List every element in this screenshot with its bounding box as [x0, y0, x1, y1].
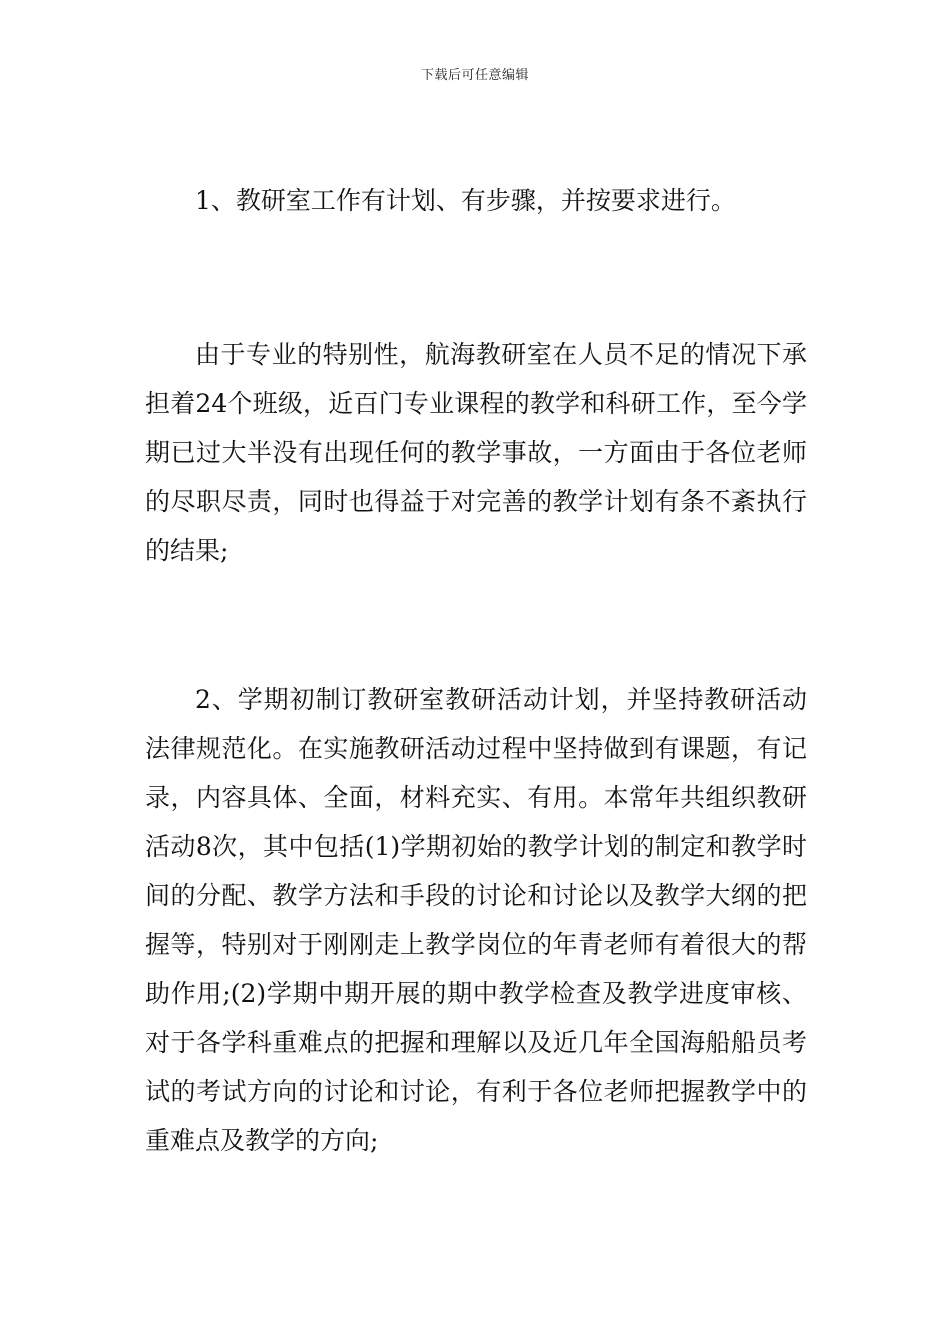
paragraph-1: 1、教研室工作有计划、有步骤，并按要求进行。: [195, 186, 736, 215]
paragraph-2: 由于专业的特别性，航海教研室在人员不足的情况下承担着24个班级，近百门专业课程的教学和科研工作，至今学期已过大半没有出现任何的教学事故，一方面由于各位老师的尽职尽责，同时也得益于对完善的教学计划有条不紊执行的结果;: [145, 340, 807, 565]
page-header: 下载后可任意编辑: [420, 68, 529, 83]
paragraph-3: 2、学期初制订教研室教研活动计划，并坚持教研活动法律规范化。在实施教研活动过程中坚持做到有课题，有记录，内容具体、全面，材料充实、有用。本常年共组织教研活动8次，其中包括(1)学期初始的教学计划的制定和教学时间的分配、教学方法和手段的讨论和讨论以及教学大纲的把握等，特别对于刚刚走上教学岗位的年青老师有着很大的帮助作用;(2)学期中期开展的期中教学检查及教学进度审核、对于各学科重难点的把握和理解以及近几年全国海船船员考试的考试方向的讨论和讨论，有利于各位老师把握教学中的重难点及教学的方向;: [145, 685, 807, 1155]
